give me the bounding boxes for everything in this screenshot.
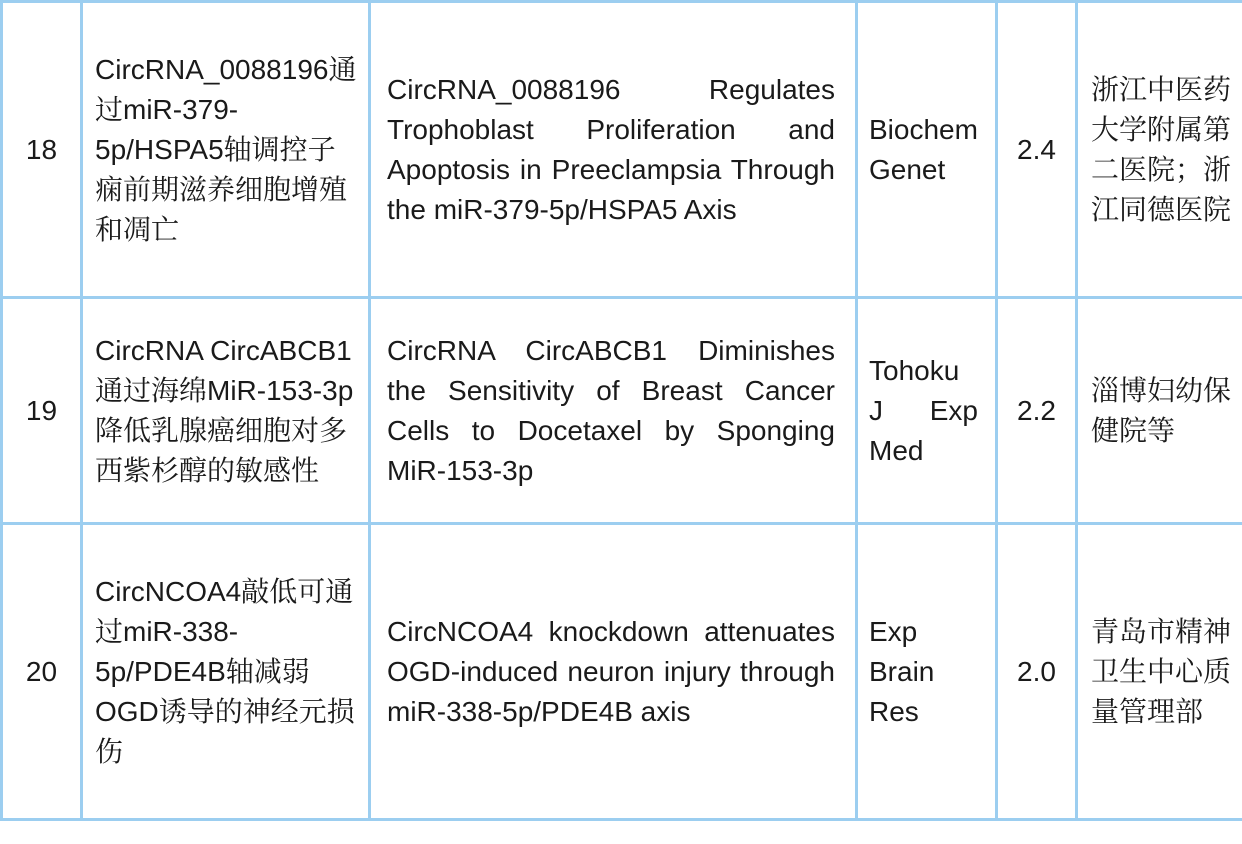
table-row <box>2 524 1242 820</box>
table-row <box>2 298 1242 524</box>
cell-impact-factor: 2.4 <box>997 2 1077 298</box>
cell-row-number: 18 <box>2 2 82 298</box>
table-row <box>2 2 1242 298</box>
cell-impact-factor: 2.2 <box>997 298 1077 524</box>
cell-title-zh: CircRNA CircABCB1通过海绵MiR-153-3p降低乳腺癌细胞对多西紫杉醇的敏感性 <box>82 298 370 524</box>
cell-row-number: 20 <box>2 524 82 820</box>
cell-institution: 淄博妇幼保健院等 <box>1077 298 1242 524</box>
cell-title-en: CircNCOA4 knockdown attenuates OGD-induced neuron injury through miR-338-5p/PDE4B axis <box>370 524 857 820</box>
cell-title-en: CircRNA CircABCB1 Diminishes the Sensitivity of Breast Cancer Cells to Docetaxel by Sponging MiR-153-3p <box>370 298 857 524</box>
cell-title-en: CircRNA_0088196 Regulates Trophoblast Proliferation and Apoptosis in Preeclampsia Through the miR-379-5p/HSPA5 Axis <box>370 2 857 298</box>
cell-journal: Tohoku J Exp Med <box>857 298 997 524</box>
cell-institution: 浙江中医药大学附属第二医院；浙江同德医院 <box>1077 2 1242 298</box>
cell-institution: 青岛市精神卫生中心质量管理部 <box>1077 524 1242 820</box>
cell-impact-factor: 2.0 <box>997 524 1077 820</box>
cell-row-number: 19 <box>2 298 82 524</box>
cell-journal: Exp Brain Res <box>857 524 997 820</box>
cell-journal: Biochem Genet <box>857 2 997 298</box>
cell-title-zh: CircNCOA4敲低可通过miR-338-5p/PDE4B轴减弱OGD诱导的神经元损伤 <box>82 524 370 820</box>
cell-title-zh: CircRNA_0088196通过miR-379-5p/HSPA5轴调控子痫前期滋养细胞增殖和凋亡 <box>82 2 370 298</box>
